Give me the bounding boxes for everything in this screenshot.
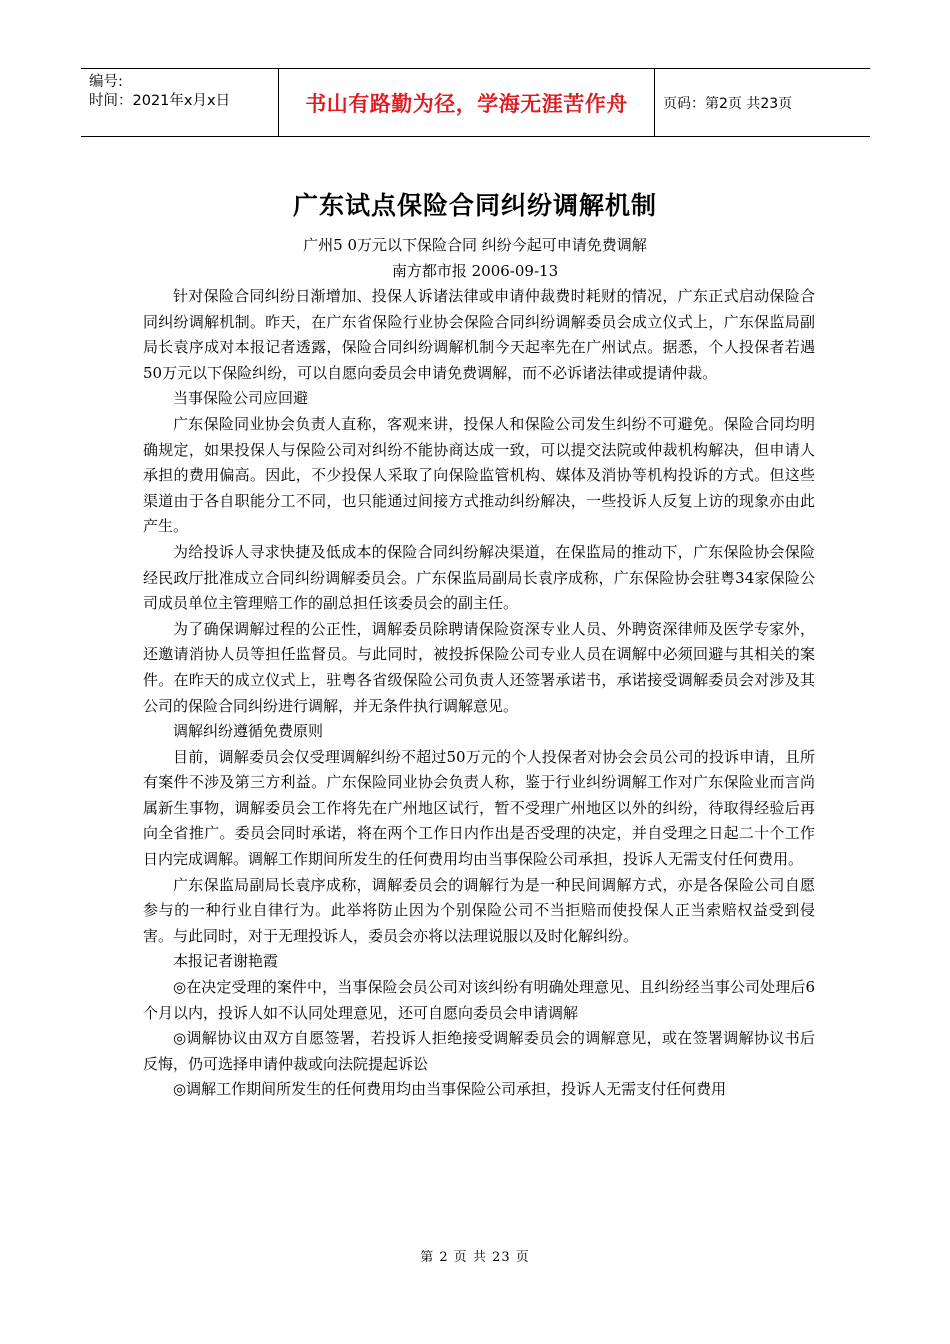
article-source: 南方都市报 2006-09-13 bbox=[391, 262, 559, 280]
paragraph: 为给投诉人寻求快捷及低成本的保险合同纠纷解决渠道，在保监局的推动下，广东保险协会保险经民政厅批准成立合同纠纷调解委员会。广东保监局副局长袁序成称，广东保险协会驻粤34家保险公司成员单位主管理赔工作的副总担任该委员会的副主任。 bbox=[143, 542, 815, 613]
paragraph: 为了确保调解过程的公正性，调解委员除聘请保险资深专业人员、外聘资深律师及医学专家外，还邀请消协人员等担任监督员。与此同时，被投拆保险公司专业人员在调解中必须回避与其相关的案件。在昨天的成立仪式上，驻粤各省级保险公司负责人还签署承诺书，承诺接受调解委员会对涉及其公司的保险合同纠纷进行调解，并无条件执行调解意见。 bbox=[143, 619, 815, 715]
paragraph: 针对保险合同纠纷日渐增加、投保人诉诸法律或申请仲裁费时耗财的情况，广东正式启动保险合同纠纷调解机制。昨天，在广东省保险行业协会保险合同纠纷调解委员会成立仪式上，广东保监局副局长袁序成对本报记者透露，保险合同纠纷调解机制今天起率先在广州试点。据悉，个人投保者若遇50万元以下保险纠纷，可以自愿向委员会申请免费调解，而不必诉诸法律或提请仲裁。 bbox=[143, 287, 815, 382]
article-body bbox=[143, 284, 815, 1103]
document-number-label: 编号: bbox=[89, 74, 123, 90]
document-time-label: 时间：2021年x月x日 bbox=[89, 93, 231, 109]
section-heading: 调解纠纷遵循免费原则 bbox=[173, 722, 324, 741]
paragraph: 广东保监局副局长袁序成称，调解委员会的调解行为是一种民间调解方式，亦是各保险公司自愿参与的一种行业自律行为。此举将防止因为个别保险公司不当拒赔而使投保人正当索赔权益受到侵害。与此同时，对于无理投诉人，委员会亦将以法理说服以及时化解纠纷。 bbox=[143, 875, 815, 945]
section-heading: 当事保险公司应回避 bbox=[173, 389, 309, 408]
article-subtitle: 广州5 0万元以下保险合同 纠纷今起可申请免费调解 bbox=[303, 236, 647, 254]
bullet-note: ◎调解协议由双方自愿签署，若投诉人拒绝接受调解委员会的调解意见，或在签署调解协议书后反悔，仍可选择申请仲裁或向法院提起诉讼 bbox=[143, 1029, 815, 1073]
paragraph: 目前，调解委员会仅受理调解纠纷不超过50万元的个人投保者对协会会员公司的投诉申请，且所有案件不涉及第三方利益。广东保险同业协会负责人称，鉴于行业纠纷调解工作对广东保险业而言尚属新生事物，调解委员会工作将先在广州地区试行，暂不受理广州地区以外的纠纷，待取得经验后再向全省推广。委员会同时承诺，将在两个工作日内作出是否受理的决定，并自受理之日起二十个工作日内完成调解。调解工作期间所发生的任何费用均由当事保险公司承担，投诉人无需支付任何费用。 bbox=[143, 747, 815, 869]
header-page-code: 页码：第2页 共23页 bbox=[663, 95, 793, 112]
paragraph: 广东保险同业协会负责人直称，客观来讲，投保人和保险公司发生纠纷不可避免。保险合同均明确规定，如果投保人与保险公司对纠纷不能协商达成一致，可以提交法院或仲裁机构解决，但申请人承担的费用偏高。因此，不少投保人采取了向保险监管机构、媒体及消协等机构投诉的方式。但这些渠道由于各自职能分工不同，也只能通过间接方式推动纠纷解决，一些投诉人反复上访的现象亦由此产生。 bbox=[143, 414, 815, 536]
page-header bbox=[81, 68, 870, 137]
bullet-note: ◎在决定受理的案件中，当事保险会员公司对该纠纷有明确处理意见、且纠纷经当事公司处理后6个月以内，投诉人如不认同处理意见，还可自愿向委员会申请调解 bbox=[143, 978, 815, 1022]
article-title: 广东试点保险合同纠纷调解机制 bbox=[292, 191, 657, 220]
reporter-byline: 本报记者谢艳霞 bbox=[173, 952, 279, 971]
header-motto: 书山有路勤为径，学海无涯苦作舟 bbox=[279, 69, 655, 136]
page-footer: 第 2 页 共 23 页 bbox=[420, 1250, 530, 1265]
header-meta bbox=[81, 69, 279, 136]
bullet-note: ◎调解工作期间所发生的任何费用均由当事保险公司承担，投诉人无需支付任何费用 bbox=[173, 1080, 727, 1099]
